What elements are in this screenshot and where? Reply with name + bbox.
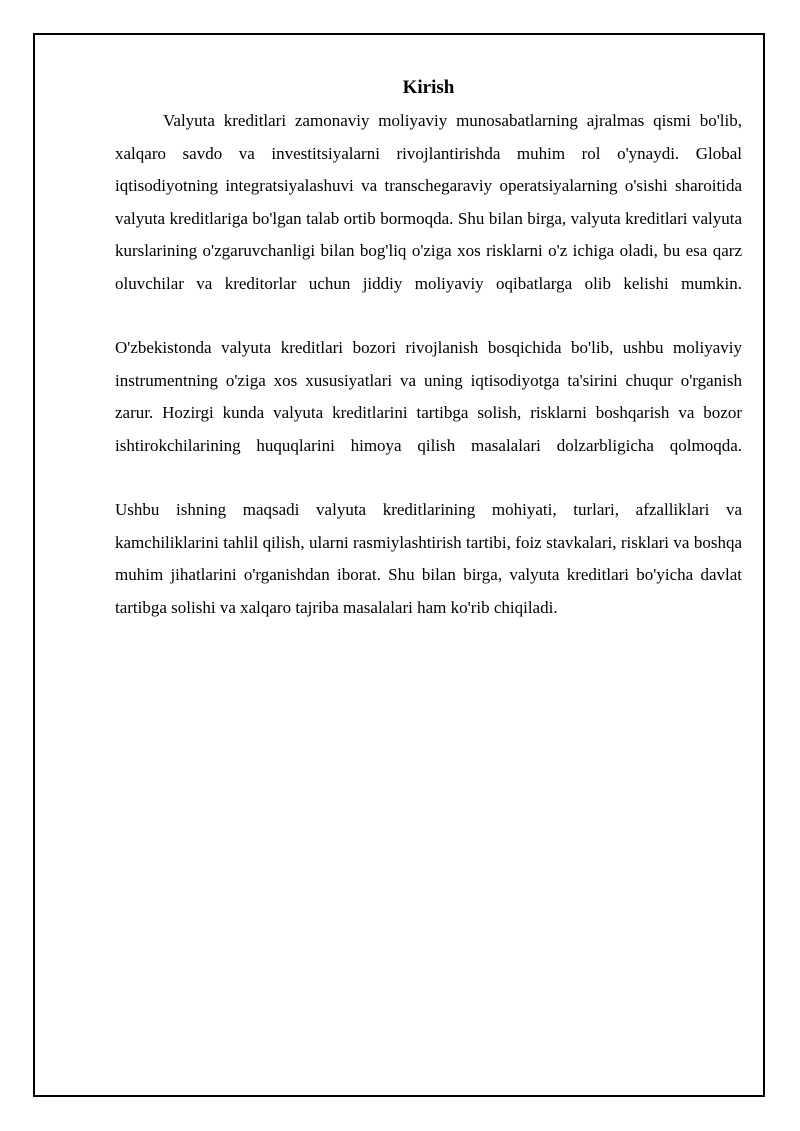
paragraph-2: O'zbekistonda valyuta kreditlari bozori rivojlanish bosqichida bo'lib, ushbu moliyaviy instrumentning o'ziga xos xususiyatlari va uning iqtisodiyotga ta'sirini chuqur o'rganish zarur. Hozirgi kunda valyuta kreditlarini tartibga solish, risklarni boshqarish va bozor ishtirokchilarining huquqlarini himoya qilish masalalari dolzarbligicha qolmoqda. <box>115 338 742 455</box>
page-title: Kirish <box>402 77 455 98</box>
paragraph-gap <box>115 462 742 494</box>
document-body <box>115 75 742 624</box>
paragraph-3: Ushbu ishning maqsadi valyuta kreditlarining mohiyati, turlari, afzalliklari va kamchiliklarini tahlil qilish, ularni rasmiylashtirish tartibi, foiz stavkalari, risklari va boshqa muhim jihatlarini o'rganishdan iborat. Shu bilan birga, valyuta kreditlari bo'yicha davlat tartibga solishi va xalqaro tajriba masalalari ham ko'rib chiqiladi. <box>115 500 742 617</box>
paragraph-gap <box>115 300 742 332</box>
paragraph-1: Valyuta kreditlari zamonaviy moliyaviy munosabatlarning ajralmas qismi bo'lib, xalqaro savdo va investitsiyalarni rivojlantirishda muhim rol o'ynaydi. Global iqtisodiyotning integratsiyalashuvi va transchegaraviy operatsiyalarning o'sishi sharoitida valyuta kreditlariga bo'lgan talab ortib bormoqda. Shu bilan birga, valyuta kreditlari valyuta kurslarining o'zgaruvchanligi bilan bog'liq o'ziga xos risklarni o'z ichiga oladi, bu esa qarz oluvchilar va kreditorlar uchun jiddiy moliyaviy oqibatlarga olib kelishi mumkin. <box>115 111 742 293</box>
